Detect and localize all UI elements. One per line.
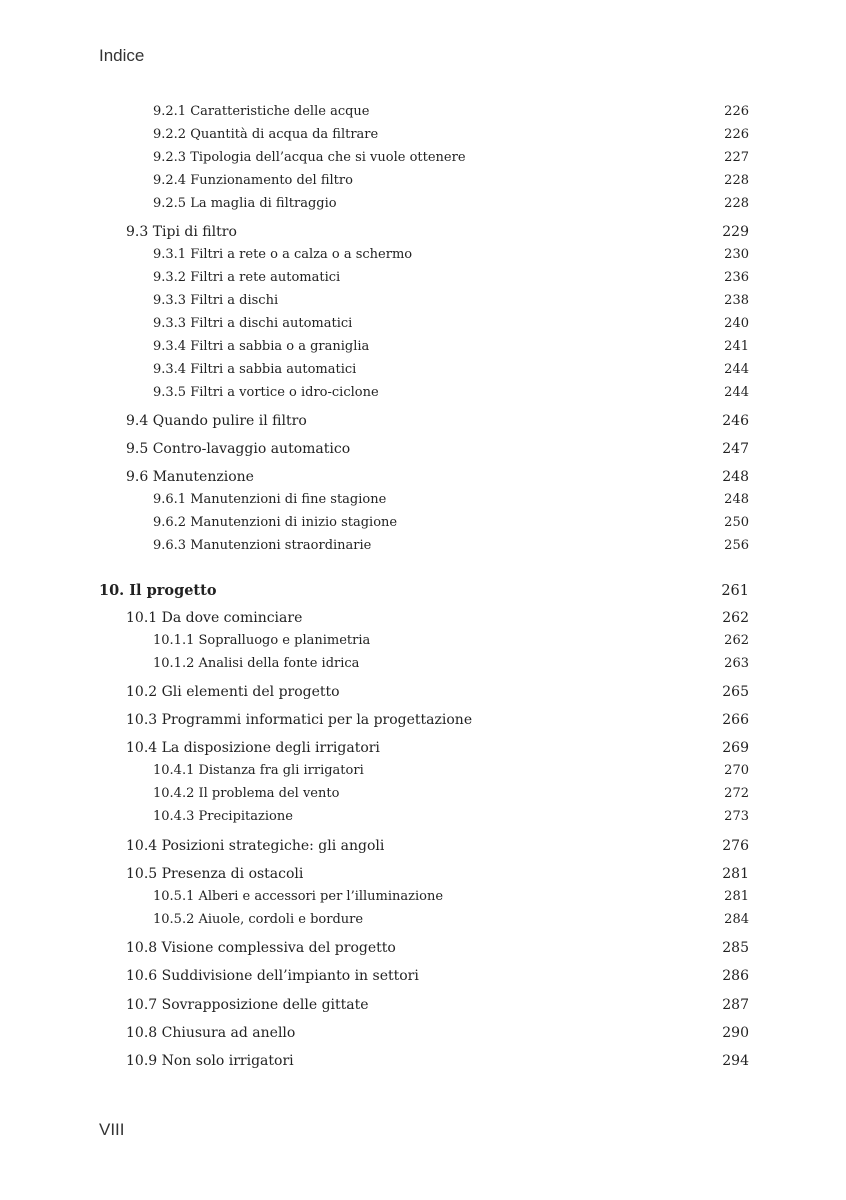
toc-entry-page: 226 [724, 104, 749, 119]
toc-entry-title: 9.2.2 Quantità di acqua da filtrare [153, 127, 379, 142]
toc-entry-title: 10.8 Visione complessiva del progetto [126, 940, 396, 956]
toc-entry-title: 10.6 Suddivisione dell’impianto in settori [126, 968, 419, 984]
toc-section [126, 968, 749, 984]
toc-section [126, 740, 749, 756]
toc-chapter [99, 582, 749, 599]
toc-subsection [153, 150, 749, 165]
toc-entry-page: 261 [721, 583, 749, 599]
toc-section [126, 610, 749, 626]
toc-section [126, 441, 749, 457]
toc-subsection [153, 763, 749, 778]
toc-entry-title: 10.5 Presenza di ostacoli [126, 866, 304, 882]
toc-subsection [153, 173, 749, 188]
toc-entry-page: 272 [724, 786, 749, 801]
toc-entry-page: 227 [724, 150, 749, 165]
toc-section [126, 838, 749, 854]
toc-section [126, 469, 749, 485]
toc-entry-title: 10.3 Programmi informatici per la progettazione [126, 712, 473, 728]
toc-subsection [153, 104, 749, 119]
toc-subsection [153, 538, 749, 553]
toc-entry-title: 9.6 Manutenzione [126, 469, 254, 485]
toc-entry-title: 10.2 Gli elementi del progetto [126, 684, 340, 700]
page-number: VIII [99, 1120, 125, 1139]
toc-section [126, 1053, 749, 1069]
toc-entry-page: 256 [724, 538, 749, 553]
toc-entry-title: 9.2.1 Caratteristiche delle acque [153, 104, 370, 119]
toc-entry-title: 9.2.4 Funzionamento del filtro [153, 173, 353, 188]
toc-entry-page: 228 [724, 196, 749, 211]
toc-entry-title: 10. Il progetto [99, 582, 217, 599]
toc-entry-title: 9.3.5 Filtri a vortice o idro-ciclone [153, 385, 379, 400]
toc-entry-page: 265 [722, 684, 749, 700]
toc-entry-page: 240 [724, 316, 749, 331]
toc-entry-title: 10.1 Da dove cominciare [126, 610, 303, 626]
toc-entry-page: 262 [722, 610, 749, 626]
toc-entry-title: 10.5.1 Alberi e accessori per l’illuminazione [153, 889, 444, 904]
toc-entry-title: 9.6.1 Manutenzioni di fine stagione [153, 492, 387, 507]
toc-entry-page: 238 [724, 293, 749, 308]
toc-entry-page: 284 [724, 912, 749, 927]
toc-entry-title: 10.7 Sovrapposizione delle gittate [126, 997, 369, 1013]
toc-entry-title: 9.6.2 Manutenzioni di inizio stagione [153, 515, 398, 530]
toc-entry-title: 10.1.2 Analisi della fonte idrica [153, 656, 360, 671]
toc-entry-title: 9.2.3 Tipologia dell’acqua che si vuole ottenere [153, 150, 466, 165]
toc-subsection [153, 362, 749, 377]
toc-entry-page: 244 [724, 385, 749, 400]
toc-entry-page: 250 [724, 515, 749, 530]
toc-entry-title: 10.4 La disposizione degli irrigatori [126, 740, 380, 756]
toc-entry-title: 10.9 Non solo irrigatori [126, 1053, 294, 1069]
toc-entry-title: 10.4.2 Il problema del vento [153, 786, 340, 801]
toc-entry-title: 9.3 Tipi di filtro [126, 224, 237, 240]
toc-entry-title: 9.2.5 La maglia di filtraggio [153, 196, 337, 211]
toc-subsection [153, 492, 749, 507]
toc-section [126, 997, 749, 1013]
toc-entry-title: 10.8 Chiusura ad anello [126, 1025, 296, 1041]
toc-section [126, 1025, 749, 1041]
toc-entry-page: 270 [724, 763, 749, 778]
toc-subsection [153, 196, 749, 211]
toc-entry-page: 281 [722, 866, 749, 882]
toc-entry-page: 285 [722, 940, 749, 956]
running-header: Indice [99, 46, 145, 65]
toc-entry-page: 247 [722, 441, 749, 457]
toc-section [126, 224, 749, 240]
toc-section [126, 712, 749, 728]
toc-subsection [153, 786, 749, 801]
toc-entry-title: 9.6.3 Manutenzioni straordinarie [153, 538, 372, 553]
toc-entry-title: 9.3.4 Filtri a sabbia o a graniglia [153, 339, 370, 354]
toc-entry-page: 248 [724, 492, 749, 507]
toc-subsection [153, 339, 749, 354]
toc-subsection [153, 247, 749, 262]
toc-entry-title: 9.3.3 Filtri a dischi [153, 293, 279, 308]
toc-entry-title: 10.4 Posizioni strategiche: gli angoli [126, 838, 385, 854]
toc-subsection [153, 385, 749, 400]
toc-entry-title: 9.4 Quando pulire il filtro [126, 413, 307, 429]
toc-entry-page: 286 [722, 968, 749, 984]
toc-subsection [153, 316, 749, 331]
toc-entry-page: 262 [724, 633, 749, 648]
toc-section [126, 684, 749, 700]
toc-entry-page: 290 [722, 1025, 749, 1041]
toc-entry-page: 226 [724, 127, 749, 142]
toc-subsection [153, 270, 749, 285]
toc-entry-title: 10.4.3 Precipitazione [153, 809, 293, 824]
toc-subsection [153, 633, 749, 648]
toc-entry-page: 263 [724, 656, 749, 671]
toc-entry-page: 273 [724, 809, 749, 824]
toc-subsection [153, 293, 749, 308]
toc-entry-page: 246 [722, 413, 749, 429]
toc-subsection [153, 809, 749, 824]
toc-entry-title: 9.5 Contro-lavaggio automatico [126, 441, 351, 457]
toc-entry-title: 9.3.4 Filtri a sabbia automatici [153, 362, 357, 377]
toc-entry-title: 9.3.3 Filtri a dischi automatici [153, 316, 353, 331]
toc-entry-title: 10.5.2 Aiuole, cordoli e bordure [153, 912, 364, 927]
toc-entry-page: 287 [722, 997, 749, 1013]
toc-entry-title: 10.1.1 Sopralluogo e planimetria [153, 633, 371, 648]
toc-section [126, 413, 749, 429]
toc-entry-title: 9.3.2 Filtri a rete automatici [153, 270, 341, 285]
toc-entry-page: 248 [722, 469, 749, 485]
toc-subsection [153, 656, 749, 671]
toc-entry-title: 10.4.1 Distanza fra gli irrigatori [153, 763, 364, 778]
toc-entry-page: 228 [724, 173, 749, 188]
toc-entry-page: 229 [722, 224, 749, 240]
toc-subsection [153, 515, 749, 530]
toc-subsection [153, 889, 749, 904]
toc-entry-page: 230 [724, 247, 749, 262]
toc-subsection [153, 912, 749, 927]
toc-entry-title: 9.3.1 Filtri a rete o a calza o a schermo [153, 247, 413, 262]
toc-section [126, 866, 749, 882]
toc-entry-page: 276 [722, 838, 749, 854]
toc-section [126, 940, 749, 956]
toc-entry-page: 294 [722, 1053, 749, 1069]
toc-entry-page: 266 [722, 712, 749, 728]
toc-entry-page: 269 [722, 740, 749, 756]
toc-entry-page: 244 [724, 362, 749, 377]
toc-subsection [153, 127, 749, 142]
toc-entry-page: 236 [724, 270, 749, 285]
toc-entry-page: 241 [724, 339, 749, 354]
toc-entry-page: 281 [724, 889, 749, 904]
